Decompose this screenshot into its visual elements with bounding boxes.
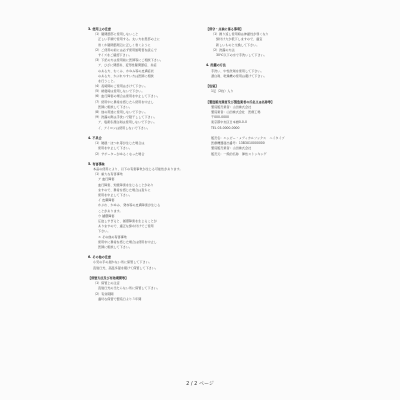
text-line: （1）膝関節部に使用しないこと (93, 32, 139, 37)
text-line: イ、アイロンは使用しないで下さい。 (98, 125, 151, 130)
text-line: を行うこと。 (98, 78, 117, 83)
text-line: 新しいものと交換して下さい。 (216, 42, 260, 47)
text-line: （2）サポーターがゆるくなった場合 (93, 151, 145, 156)
text-line: 1足（2枚）入り (211, 89, 234, 94)
text-line: （9）洗濯の際は手洗いで陰干しして下さい。 (93, 115, 157, 120)
text-line: 医師に相談して下さい。 (98, 104, 133, 109)
text-line: 適切な保管で製造日より３年間 (98, 296, 142, 301)
text-line: 小児の手の届かない所に保管して下さい。 (93, 260, 152, 265)
text-line: ウ 循環障害 (98, 213, 115, 218)
page-number: 2 / 2 ページ (186, 381, 214, 387)
text-line: サイズをご確認下さい。 (98, 52, 132, 57)
text-line: 漂白剤、乾燥機の使用は避けて下さい。 (211, 73, 267, 78)
text-line: 使用中に異常を感じた場合は使用を中止し (98, 239, 157, 244)
text-line: （8）他の用途に使用しないで下さい。 (93, 110, 148, 114)
text-line: 〒000-0000 (211, 115, 229, 120)
text-line: 使用を中止して下さい。 (98, 193, 133, 197)
text-line: 東京都中央区日本橋0-0-0 (211, 120, 247, 125)
text-line: のある方、かぶれやすい方は医師に相談 (98, 73, 154, 78)
text-line: 手洗い、中性洗剤を使用して下さい。 (211, 68, 264, 73)
text-line: ありますので、適正な締め付けでご使用 (98, 224, 154, 229)
text-line: エ その他の有害事象 (98, 234, 127, 239)
text-line: （7）使用中に異常を感じたら使用を中止し (93, 99, 154, 104)
text-line: 30℃以下の水で手洗いして下さい。 (216, 52, 267, 57)
text-line: （1）破損・ほつれ等が生じた場合は (93, 141, 145, 146)
text-line: （2）洗濯の方法 (211, 47, 235, 52)
section-heading: 4. 洗濯の方法 (206, 63, 226, 68)
section-heading: 【保守・点検に係る事項】 (206, 27, 244, 31)
text-line: ア、塩素系漂白剤は使用しないで下さい。 (98, 120, 157, 125)
text-line: 締付け力が低下しますので、適宜 (216, 37, 263, 42)
text-line: （3）下記の方は使用前に医師等にご相談下さい。 (93, 58, 164, 63)
text-line: ことがあります。 (98, 208, 123, 213)
text-line: 製造販売業者：山田株式会社 (211, 104, 252, 109)
section-heading: 5. 有害事象 (88, 161, 105, 166)
text-line: 製造販売業者：山田株式会社 (211, 146, 252, 151)
text-line: 販売名：エムピー・メディカルソックス ハイタイプ (211, 135, 285, 140)
text-line: のある方、むくみ、かゆみ等の皮膚症状 (98, 68, 154, 73)
text-line: ますので、異常を感じた場合は直ちに (98, 187, 151, 192)
text-line: 正しい手順で使用する。太い方を患部の上に (98, 37, 160, 42)
text-line: （2）ご使用の前には必ず使用説明書を読んで (93, 47, 157, 52)
text-line: 製造業者：山田株式会社 医療工場 (211, 110, 261, 114)
right-column (206, 27, 336, 167)
text-line: 医療機器届出番号：13B3X10000000 (211, 141, 265, 146)
text-line: ア 血行障害 (98, 177, 115, 182)
text-line: （2）有効期間 (93, 291, 114, 296)
text-line: 血行障害、知覚障害を生じることがあり (98, 182, 154, 187)
text-line: （1）保管上の注意 (93, 281, 120, 286)
text-line: ア、ひざに関節炎、変形性膝関節症、炎症 (98, 63, 157, 68)
text-line (206, 162, 336, 167)
section-heading: 【包装】 (206, 84, 219, 89)
section-heading: 4. 不具合 (88, 135, 102, 140)
text-line: （1）繰り返し使用時は伸縮性が弱くなり (211, 32, 269, 37)
text-line: 使用を中止して下さい。 (98, 146, 133, 151)
text-line: 直射日光、高温多湿を避けて保管して下さい。 (93, 265, 158, 270)
text-line: 本品の使用により、以下の有害事象が生じる可能性があります。 (93, 167, 183, 172)
text-line: かぶれ、かゆみ、発赤等の皮膚障害が生じる (98, 203, 161, 208)
text-line: 医師に相談して下さい。 (98, 244, 133, 249)
text-line: 直射日光の当たらない所に保管して下さい。 (98, 286, 160, 291)
text-line: （4）長時間のご使用はさけて下さい。 (93, 84, 148, 89)
text-line: 販売元：一般的名称 弾性ストッキング (211, 151, 267, 156)
text-line: 下さい。 (98, 229, 111, 234)
text-line: （5）就寝時は使用しないで下さい。 (93, 89, 145, 94)
section-heading: 6. その他の注意 (88, 255, 111, 260)
text-line: （1）重大な有害事象 (93, 172, 123, 177)
text-line: イ 皮膚障害 (98, 198, 115, 203)
text-line: 巻くか膝関節周辺に正しく巻くように (98, 42, 151, 47)
text-line: 圧迫しすぎると、循環障害を生じることが (98, 218, 157, 223)
section-heading: 3. 使用上の注意 (88, 27, 111, 31)
text-line: TEL 03-0000-0000 (211, 125, 240, 130)
section-heading: 【製造販売業者及び製造業者の氏名又は名称等】 (206, 99, 275, 104)
section-heading: 【保管方法及び有効期間等】 (88, 276, 129, 280)
text-line: （6）血行障害の場合は使用を中止して下さい。 (93, 94, 160, 99)
